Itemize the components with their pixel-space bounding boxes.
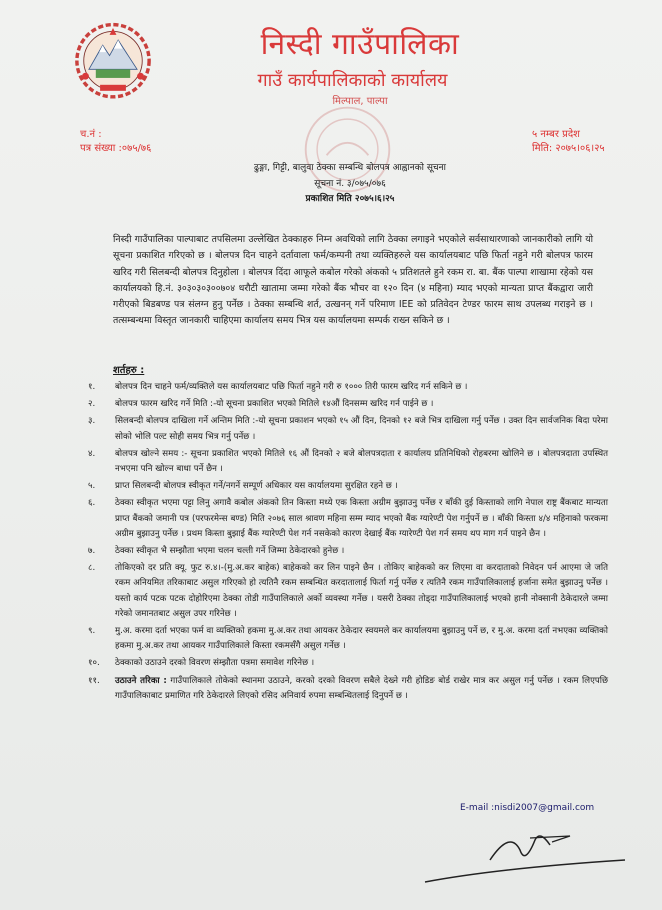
term-number: ११. xyxy=(88,675,100,686)
term-number: ५. xyxy=(88,481,96,492)
intro-paragraph: निस्दी गाउँपालिका पाल्पाबाट तपसिलमा उल्लेखित ठेक्काहरु निम्न अवधिको लागि ठेक्का लगाइने भएकोले सर्वसाधारणाको जानकारीको लागि यो सूचना प्रकाशित गरिएको छ । बोलपत्र दिन चाहने दर्तावाला फर्म/कम्पनी तथा व्यक्तिहरुले यस कार्यालयबाट पछि फिर्ता नहुने गरी बोलपत्र फारम खरिद गरी सिलबन्दी बोलपत्र दिनुहोला । बोलपत्र दिंदा आफूले कबोल गरेको अंकको ५ प्रतिशतले हुने रकम रा. बा. बैंक पाल्पा शाखामा रहेको यस कार्यालयको हि.नं. ३०३०३०३००७०४ धरौटी खातामा जम्मा गरेको बैंक भौचर वा १२० दिन (४ महिना) म्याद भएको मान्यता प्राप्त बैंकद्वारा जारी गरीएको बिडबण्ड पत्र संलग्न हुनु पर्नेछ । ठेक्का सम्बन्धि शर्त, उत्खनन् गर्ने परिमाण IEE को प्रतिवेदन टेण्डर फारम साथ उपलब्ध गराइने छ । तत्सम्बन्धमा विस्तृत जानकारी चाहिएमा कार्यालय समय भित्र यस कार्यालयमा सम्पर्क राख्न सकिने छ । xyxy=(113,234,593,327)
term-text xyxy=(115,674,608,704)
term-number: ३. xyxy=(88,416,96,427)
term-text: बोलपत्र खोल्ने समय :- सूचना प्रकाशित भएको मितिले १६ औं दिनको २ बजे बोलपत्रदाता र कार्यालय प्रतिनिधिको रोहबरमा खोलिने छ । बोलपत्रदाता उपस्थित नभएमा पनि खोल्न बाधा पर्ने छैन । xyxy=(115,448,608,475)
term-number: ७. xyxy=(88,546,96,557)
email-address[interactable]: E-mail :nisdi2007@gmail.com xyxy=(460,803,595,813)
term-number: ८. xyxy=(88,563,96,574)
term-body: गाउँपालिकाले तोकेको स्थानमा उठाउने, करको दरको विवरण सबैले देख्ने गरी होडिङ बोर्ड राखेर मात्र कर असुल गर्नु पर्नेछ । रकम लिएपछि गाउँपालिकाबाट प्रमाणित गरि ठेकेदारले लिएको रसिद अनिवार्य रुपमा सम्बन्धितलाई दिनुपर्ने छ । xyxy=(115,675,608,701)
term-number: १०. xyxy=(88,658,100,669)
term-item xyxy=(88,544,608,559)
term-number: ६. xyxy=(88,498,96,509)
reference-number: च.नं : xyxy=(80,129,102,140)
term-number: १. xyxy=(88,382,96,392)
term-item xyxy=(88,674,608,704)
notice-title: ढुङ्गा, गिट्टी, बालुवा ठेक्का सम्बन्धि बोलपत्र आह्वानको सूचना xyxy=(254,163,446,173)
terms-heading: शर्तहरु : xyxy=(113,365,145,376)
term-item xyxy=(88,414,608,444)
term-item xyxy=(88,496,608,542)
term-text: बोलपत्र दिन चाहने फर्म/व्यक्तिले यस कार्यालयबाट पछि फिर्ता नहुने गरी रु १००० तिरी फारम खरिद गर्न सकिने छ । xyxy=(115,382,468,392)
signature-icon xyxy=(420,820,630,890)
notice-number: सूचना नं. ३/०७५/०७६ xyxy=(314,179,386,189)
term-label: उठाउने तरिका : xyxy=(115,675,167,686)
term-text: ठेक्का स्वीकृत भएमा पट्टा लिनु अगावै कबोल अंकको तिन किस्ता मध्ये एक किस्ता अग्रीम बुझाउनु पर्नेछ र बाँकी दुई किस्ताको लागि नेपाल राष्ट्र बैंकबाट मान्यता प्राप्त बैंकको जमानी पत्र (परफरमेन्स बण्ड) मिति २०७६ साल श्रावण महिना सम्म म्याद भएको बैंक ग्यारेण्टी पेश गर्नुपर्ने छ । बाँकी किस्ता ४/४ महिनाको फरकमा अग्रीम बुझाउनु पर्नेछ । प्रथम किस्ता बुझाई बैंक ग्यारेण्टी पेश गर्न नसकेको कारण देखाई बैंक ग्यारेण्टी पेश गर्न समय थप माग गर्न पाइने छैन । xyxy=(115,498,608,539)
letter-number: पत्र संख्या :०७५/७६ xyxy=(80,143,152,154)
term-text: ठेक्का स्वीकृत भै सम्झौता भएमा चलन चल्ती गर्ने जिम्मा ठेकेदारको हुनेछ । xyxy=(115,546,345,557)
term-text: तोकिएको दर प्रति क्यू. फुट रु.४।-(मु.अ.कर बाहेक) बाहेकको कर लिन पाइने छैन । तोकिए बाहेकको कर लिएमा वा करदाताको निवेदन पर्न आएमा जे जति रकम अनियमित तरिकाबाट असुल गरिएको हो त्यतिनै रकम सम्बन्धित करदातालाई फिर्ता गर्नु पर्नेछ र त्यतिनै रकम गाउँपालिकालाई हर्जाना समेत बुझाउनु पर्नेछ । यस्तो कार्य पटक पटक दोहोरिएमा ठेक्का तोडी गाउँपालिकाले अर्को व्यवस्था गर्नेछ । यसरी ठेक्का तोड्दा गाउँपालिकालाई भएको हानी नोक्सानी ठेकेदारले जम्मा गरेको जमानतबाट असुल उपर गरिनेछ । xyxy=(115,563,608,619)
nepal-emblem-icon xyxy=(70,16,156,102)
term-item xyxy=(88,656,608,671)
municipality-title: निस्दी गाउँपालिका xyxy=(260,27,460,62)
term-number: ९. xyxy=(88,626,96,637)
office-subtitle: गाउँ कार्यपालिकाको कार्यालय xyxy=(257,70,448,91)
term-text: सिलबन्दी बोलपत्र दाखिला गर्ने अन्तिम मिति :-यो सूचना प्रकाशन भएको १५ औं दिन, दिनको १२ बजे भित्र दाखिला गर्नु पर्नेछ । उक्त दिन सार्वजनिक बिदा परेमा सोको भोलि पल्ट सोही समय भित्र गर्नु पर्नेछ । xyxy=(115,416,608,442)
term-text: मु.अ. करमा दर्ता भएका फर्म वा व्यक्तिको हकमा मु.अ.कर तथा आयकर ठेकेदार स्वयमले कर कार्यालयमा बुझाउनु पर्ने छ, र मु.अ. करमा दर्ता नभएका व्यक्तिको हकमा मु.अ.कर तथा आयकर गाउँपालिकाले किस्ता रकमसँगै असुल गर्नेछ । xyxy=(115,626,608,652)
term-item xyxy=(88,561,608,622)
term-item xyxy=(88,447,608,477)
publish-date: प्रकाशित मिति २०७५।६।२५ xyxy=(305,194,395,204)
province-label: ५ नम्बर प्रदेश xyxy=(532,129,580,140)
term-text: बोलपत्र फारम खरिद गर्ने मिति :-यो सूचना प्रकाशित भएको मितिले १४औं दिनसम्म खरिद गर्न पाईने छ । xyxy=(115,399,434,410)
term-number: ४. xyxy=(88,448,96,459)
terms-list xyxy=(88,380,608,706)
term-text: प्राप्त सिलबन्दी बोलपत्र स्वीकृत गर्ने/नगर्ने सम्पूर्ण अधिकार यस कार्यालयमा सुरक्षित रहने छ । xyxy=(115,481,398,492)
office-address: मिल्पाल, पाल्पा xyxy=(332,96,388,107)
term-item xyxy=(88,624,608,654)
term-item xyxy=(88,380,608,395)
term-number: २. xyxy=(88,399,96,410)
term-item xyxy=(88,397,608,412)
term-text: ठेक्काको उठाउने दरको विवरण संम्झौता पत्रमा समावेश गरिनेछ । xyxy=(115,658,315,669)
letter-date: मिति: २०७५।०६।२५ xyxy=(532,143,605,154)
term-item xyxy=(88,479,608,494)
